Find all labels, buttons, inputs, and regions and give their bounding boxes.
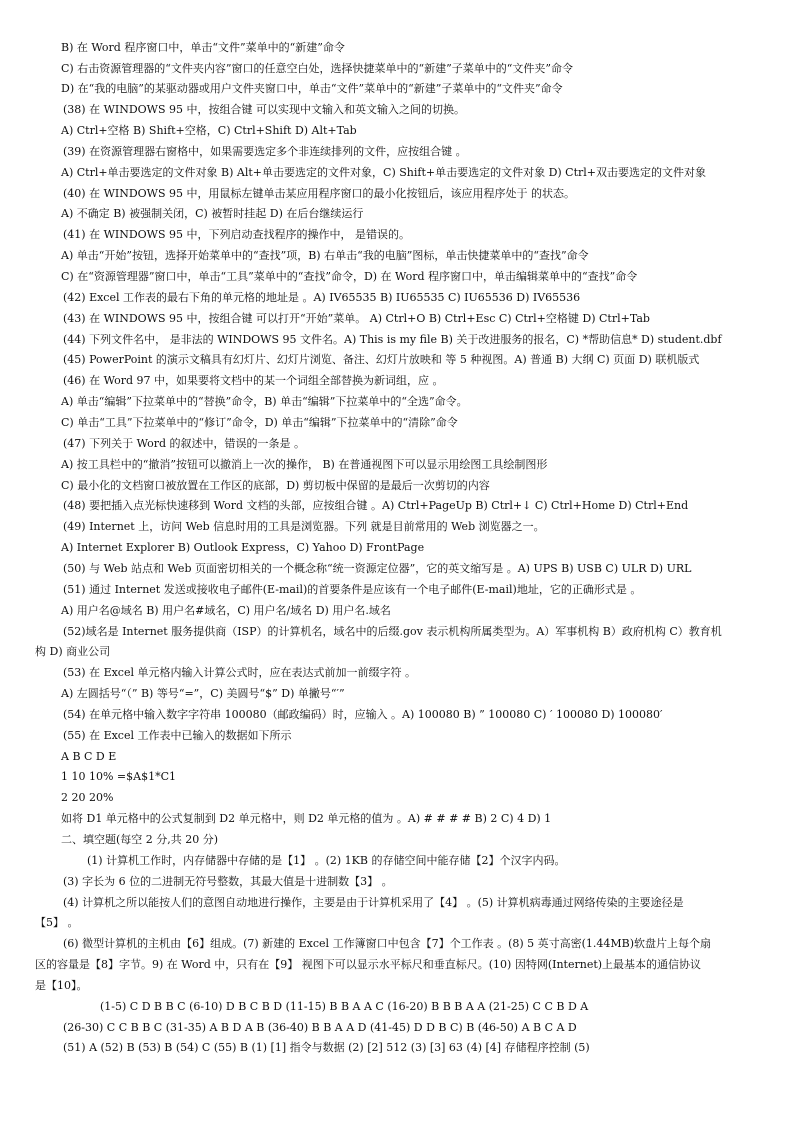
wrapped-line: 区的容量是【8】字节。9) 在 Word 中，只有在【9】 视图下可以显示水平标尺和垂直标尺。(10) 因特网(Internet)上最基本的通信协议 — [35, 958, 702, 971]
option-line: C) 最小化的文档窗口被放置在工作区的底部，D) 剪切板中保留的是最后一次剪切的内容 — [61, 479, 490, 492]
question-line: (47) 下列关于 Word 的叙述中，错误的一条是 。 — [63, 437, 306, 450]
option-line: A) 单击“开始”按钮，选择开始菜单中的“查找”项，B) 右单击“我的电脑”图标，单击快捷菜单中的“查找”命令 — [61, 249, 589, 262]
answer-key-line: (26-30) C C B B C (31-35) A B D A B (36-40) B B A A D (41-45) D D B C) B (46-50) A B C A D — [63, 1021, 577, 1034]
option-line: A) 左圆括号“（” B) 等号“=”，C) 美圆号“$” D) 单撇号“′” — [61, 687, 345, 700]
table-header-line: A B C D E — [61, 750, 117, 763]
option-line: C) 右击资源管理器的“文件夹内容”窗口的任意空白处，选择快捷菜单中的“新建”子菜单中的“文件夹”命令 — [61, 62, 573, 75]
option-line: D) 在“我的电脑”的某驱动器或用户文件夹窗口中，单击“文件”菜单中的“新建”子菜单中的“文件夹”命令 — [61, 82, 563, 95]
section-heading: 二、填空题(每空 2 分,共 20 分) — [61, 833, 219, 846]
question-line: (42) Excel 工作表的最右下角的单元格的地址是 。A) IV65535 B) IU65535 C) IU65536 D) IV65536 — [63, 291, 581, 304]
fill-question-line: (6) 微型计算机的主机由【6】组成。(7) 新建的 Excel 工作簿窗口中包含【7】个工作表 。(8) 5 英寸高密(1.44MB)软盘片上每个扇 — [63, 937, 712, 950]
question-line: (54) 在单元格中输入数字字符串 100080（邮政编码）时，应输入 。A) 100080 B) ” 100080 C) ′ 100080 D) 100080′ — [63, 708, 663, 721]
question-line: (38) 在 WINDOWS 95 中，按组合键 可以实现中文输入和英文输入之间的切换。 — [63, 103, 466, 116]
wrapped-line: 是【10】。 — [35, 979, 88, 992]
option-line: A) Ctrl+单击要选定的文件对象 B) Alt+单击要选定的文件对象，C) Shift+单击要选定的文件对象 D) Ctrl+双击要选定的文件对象 — [61, 166, 707, 179]
option-line: A) Internet Explorer B) Outlook Express，C) Yahoo D) FrontPage — [61, 541, 425, 554]
question-line: (53) 在 Excel 单元格内输入计算公式时，应在表达式前加一前缀字符 。 — [63, 666, 416, 679]
option-line: A) 单击“编辑”下拉菜单中的“替换”命令，B) 单击“编辑”下拉菜单中的“全选”命令。 — [61, 395, 468, 408]
question-line: (52)域名是 Internet 服务提供商（ISP）的计算机名，域名中的后缀.gov 表示机构所属类型为。A）军事机构 B）政府机构 C）教育机 — [63, 625, 722, 638]
question-line: 如将 D1 单元格中的公式复制到 D2 单元格中，则 D2 单元格的值为 。A) # # # # B) 2 C) 4 D) 1 — [61, 812, 552, 825]
option-line: C) 在“资源管理器”窗口中，单击“工具”菜单中的“查找”命令，D) 在 Word 程序窗口中，单击编辑菜单中的“查找”命令 — [61, 270, 638, 283]
option-line: A) 按工具栏中的“撤消”按钮可以撤消上一次的操作， B) 在普通视图下可以显示用绘图工具绘制图形 — [61, 458, 548, 471]
option-line: C) 单击“工具”下拉菜单中的“修订”命令，D) 单击“编辑”下拉菜单中的“清除”命令 — [61, 416, 458, 429]
fill-question-line: (4) 计算机之所以能按人们的意图自动地进行操作，主要是由于计算机采用了【4】 。(5) 计算机病毒通过网络传染的主要途径是 — [63, 896, 684, 909]
question-line: (51) 通过 Internet 发送或接收电子邮件(E-mail)的首要条件是应该有一个电子邮件(E-mail)地址，它的正确形式是 。 — [63, 583, 642, 596]
question-line: (41) 在 WINDOWS 95 中，下列启动查找程序的操作中， 是错误的。 — [63, 228, 411, 241]
question-line: (48) 要把插入点光标快速移到 Word 文档的头部，应按组合键 。A) Ctrl+PageUp B) Ctrl+↓ C) Ctrl+Home D) Ctrl+End — [63, 499, 689, 512]
question-line: (55) 在 Excel 工作表中已输入的数据如下所示 — [63, 729, 292, 742]
question-line: (46) 在 Word 97 中，如果要将文档中的某一个词组全部替换为新词组，应 。 — [63, 374, 444, 387]
table-row-line: 1 10 10% =$A$1*C1 — [61, 770, 177, 783]
option-line: A) 用户名@域名 B) 用户名#域名，C) 用户名/域名 D) 用户名.域名 — [61, 604, 391, 617]
answer-key-line: (1-5) C D B B C (6-10) D B C B D (11-15) B B A A C (16-20) B B B A A (21-25) C C B D A — [100, 1000, 589, 1013]
fill-question-line: (3) 字长为 6 位的二进制无符号整数，其最大值是十进制数【3】 。 — [63, 875, 393, 888]
question-line: (39) 在资源管理器右窗格中，如果需要选定多个非连续排列的文件，应按组合键 。 — [63, 145, 467, 158]
answer-key-line: (51) A (52) B (53) B (54) C (55) B (1) [1] 指令与数据 (2) [2] 512 (3) [3] 63 (4) [4] 存储程序控制 (5) — [63, 1041, 590, 1054]
question-line: (43) 在 WINDOWS 95 中，按组合键 可以打开“开始”菜单。 A) Ctrl+O B) Ctrl+Esc C) Ctrl+空格键 D) Ctrl+Tab — [63, 312, 650, 325]
wrapped-line: 构 D) 商业公司 — [35, 645, 111, 658]
question-line: (45) PowerPoint 的演示文稿具有幻灯片、幻灯片浏览、备注、幻灯片放映和 等 5 种视图。A) 普通 B) 大纲 C) 页面 D) 联机版式 — [63, 353, 700, 366]
option-line: A) 不确定 B) 被强制关闭，C) 被暂时挂起 D) 在后台继续运行 — [61, 207, 364, 220]
wrapped-line: 【5】 。 — [35, 916, 79, 929]
table-row-line: 2 20 20% — [61, 791, 114, 804]
option-line: A) Ctrl+空格 B) Shift+空格，C) Ctrl+Shift D) Alt+Tab — [61, 124, 357, 137]
fill-question-line: (1) 计算机工作时，内存储器中存储的是【1】 。(2) 1KB 的存储空间中能存储【2】个汉字内码。 — [87, 854, 566, 867]
question-line: (50) 与 Web 站点和 Web 页面密切相关的一个概念称“统一资源定位器”，它的英文缩写是 。A) UPS B) USB C) ULR D) URL — [63, 562, 692, 575]
question-line: (49) Internet 上，访问 Web 信息时用的工具是浏览器。下列 就是目前常用的 Web 浏览器之一。 — [63, 520, 545, 533]
question-line: (40) 在 WINDOWS 95 中，用鼠标左键单击某应用程序窗口的最小化按钮后，该应用程序处于 的状态。 — [63, 187, 576, 200]
question-line: (44) 下列文件名中， 是非法的 WINDOWS 95 文件名。A) This is my file B) 关于改进服务的报名，C) *帮助信息* D) student.dbf — [63, 333, 722, 346]
option-line: B) 在 Word 程序窗口中，单击“文件”菜单中的“新建”命令 — [61, 41, 345, 54]
